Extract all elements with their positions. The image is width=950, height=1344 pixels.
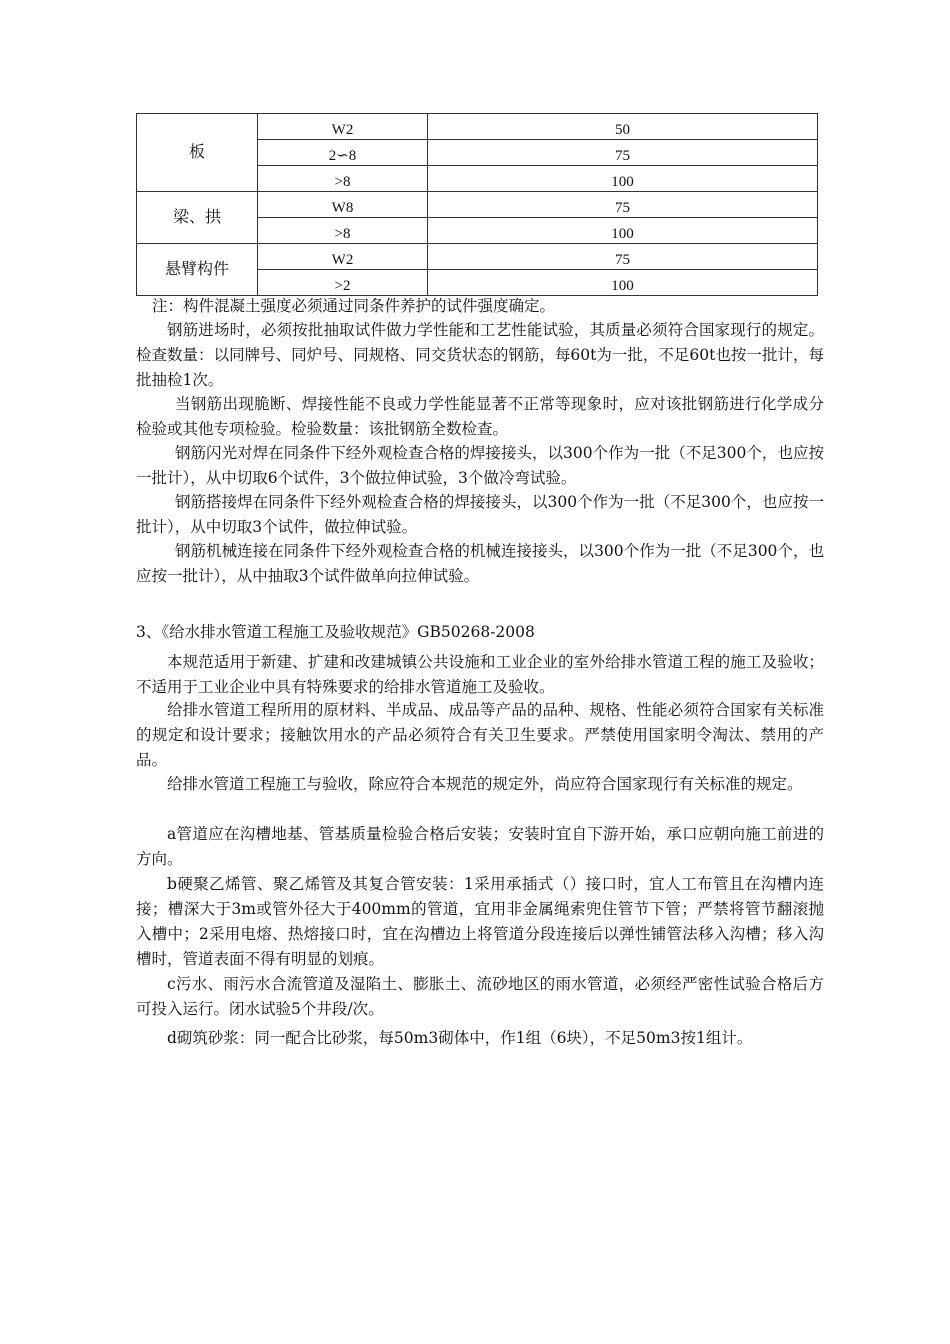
- table-row: [137, 244, 818, 270]
- mechanical-joint-paragraph: 钢筋机械连接在同条件下经外观检查合格的机械连接接头，以300个作为一批（不足300个，也应按一批计），从中抽取3个试件做单向拉伸试验。: [136, 542, 824, 585]
- table-note: 注：构件混凝土强度必须通过同条件养护的试件强度确定。: [152, 297, 556, 315]
- span-cell: >8: [258, 218, 428, 244]
- item-c-paragraph: c污水、雨污水合流管道及湿陷土、膨胀土、流砂地区的雨水管道，必须经严密性试验合格后方可投入运行。闭水试验5个井段/次。: [136, 975, 824, 1018]
- value-cell: 100: [428, 218, 818, 244]
- value-cell: 50: [428, 114, 818, 140]
- span-cell: W2: [258, 114, 428, 140]
- value-cell: 100: [428, 270, 818, 296]
- item-a-paragraph: a管道应在沟槽地基、管基质量检验合格后安装；安装时宜自下游开始，承口应朝向施工前进的方向。: [136, 825, 824, 868]
- flash-weld-paragraph: 钢筋闪光对焊在同条件下经外观检查合格的焊接接头，以300个作为一批（不足300个，也应按一批计），从中切取6个试件，3个做拉伸试验，3个做冷弯试验。: [136, 444, 824, 487]
- span-cell: W8: [258, 192, 428, 218]
- category-cell: 板: [137, 114, 258, 192]
- span-cell: >2: [258, 270, 428, 296]
- steel-brittle-paragraph: 当钢筋出现脆断、焊接性能不良或力学性能显著不正常等现象时，应对该批钢筋进行化学成分检验或其他专项检验。检验数量：该批钢筋全数检查。: [136, 395, 824, 438]
- concrete-strength-table: [136, 113, 818, 296]
- span-cell: W2: [258, 244, 428, 270]
- item-d-paragraph: d砌筑砂浆：同一配合比砂浆，每50m3砌体中，作1组（6块），不足50m3按1组计。: [167, 1029, 753, 1047]
- section-3-heading: 3、《给水排水管道工程施工及验收规范》GB50268-2008: [136, 623, 535, 641]
- general-paragraph: 给排水管道工程施工与验收，除应符合本规范的规定外，尚应符合国家现行有关标准的规定。: [167, 775, 803, 793]
- table-row: [137, 114, 818, 140]
- steel-entry-paragraph: 钢筋进场时，必须按批抽取试件做力学性能和工艺性能试验，其质量必须符合国家现行的规定。检查数量：以同牌号、同炉号、同规格、同交货状态的钢筋，每60t为一批，不足60t也按一批计，每批抽检1次。: [136, 321, 824, 389]
- value-cell: 75: [428, 244, 818, 270]
- span-cell: >8: [258, 166, 428, 192]
- lap-weld-paragraph: 钢筋搭接焊在同条件下经外观检查合格的焊接接头，以300个作为一批（不足300个，也应按一批计），从中切取3个试件，做拉伸试验。: [136, 493, 824, 536]
- value-cell: 100: [428, 166, 818, 192]
- scope-paragraph: 本规范适用于新建、扩建和改建城镇公共设施和工业企业的室外给排水管道工程的施工及验收；不适用于工业企业中具有特殊要求的给排水管道施工及验收。: [136, 653, 824, 696]
- category-cell: 悬臂构件: [137, 244, 258, 296]
- materials-paragraph: 给排水管道工程所用的原材料、半成品、成品等产品的品种、规格、性能必须符合国家有关标准的规定和设计要求；接触饮用水的产品必须符合有关卫生要求。严禁使用国家明令淘汰、禁用的产品。: [136, 701, 824, 769]
- value-cell: 75: [428, 192, 818, 218]
- category-cell: 梁、拱: [137, 192, 258, 244]
- item-b-paragraph: b硬聚乙烯管、聚乙烯管及其复合管安装：1采用承插式（）接口时，宜人工布管且在沟槽内连接；槽深大于3m或管外径大于400mm的管道，宜用非金属绳索兜住管节下管；严禁将管节翻滚抛入槽中；2采用电熔、热熔接口时，宜在沟槽边上将管道分段连接后以弹性铺管法移入沟槽；移入沟槽时，管道表面不得有明显的划痕。: [136, 875, 824, 968]
- span-cell: 2∽8: [258, 140, 428, 166]
- table-row: [137, 192, 818, 218]
- value-cell: 75: [428, 140, 818, 166]
